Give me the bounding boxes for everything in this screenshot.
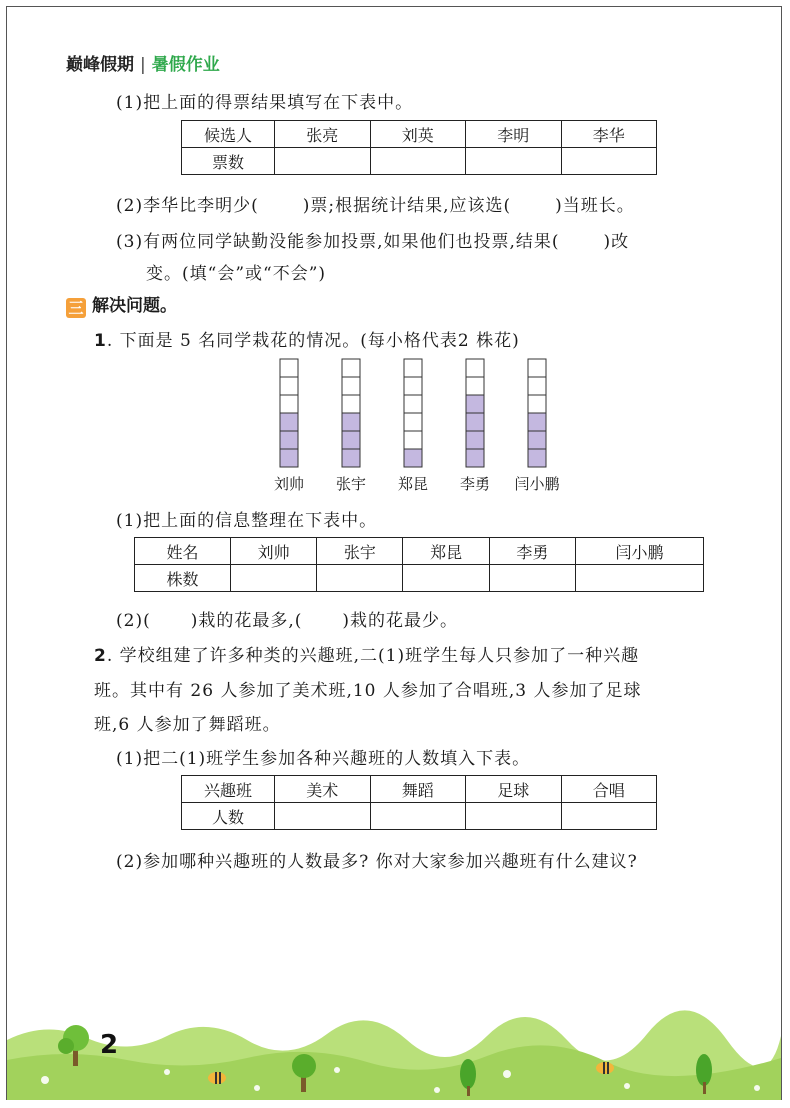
interest-head-class: 兴趣班 [182,776,275,803]
grid-cell-empty [528,377,546,395]
grid-cell-empty [280,377,298,395]
vote-col-3: 李明 [466,121,562,148]
flower-answer-cell[interactable] [317,565,403,592]
flower-col-1: 刘帅 [231,538,317,565]
grid-column-label: 李勇 [459,475,491,493]
q1-text [94,326,520,351]
grid-cell-empty [342,377,360,395]
grid-cell-empty [404,359,422,377]
grid-column-label: 张宇 [335,475,367,493]
tree-icon [284,1050,324,1095]
vote-answer-cell[interactable] [466,148,562,175]
grid-cell-filled [342,449,360,467]
vote-answer-cell[interactable] [561,148,657,175]
bee-icon [592,1058,618,1076]
flower-answer-cell[interactable] [575,565,703,592]
flower-col-2: 张宇 [317,538,403,565]
q2-line-2: 班。其中有 26 人参加了美术班,10 人参加了合唱班,3 人参加了足球 [94,681,642,701]
header-separator: | [140,55,146,75]
grid-cell-empty [342,395,360,413]
vote-col-2: 刘英 [370,121,466,148]
vote-head-candidate: 候选人 [182,121,275,148]
grid-cell-filled [342,431,360,449]
interest-col-2: 舞蹈 [370,776,466,803]
interest-answer-cell[interactable] [370,803,466,830]
q1-p2-c: )栽的花最少。 [342,611,459,631]
interest-col-3: 足球 [466,776,562,803]
grid-cell-empty [404,395,422,413]
q2-line-3: 班,6 人参加了舞蹈班。 [94,715,281,735]
flower-col-4: 李勇 [489,538,575,565]
grid-column-3 [398,359,428,493]
grid-cell-empty [280,395,298,413]
page-header [66,50,220,75]
grid-column-1 [274,359,304,493]
vote-p3 [116,227,629,252]
vote-p2-c: )当班长。 [555,196,635,216]
interest-answer-cell[interactable] [561,803,657,830]
grid-cell-empty [528,359,546,377]
q2-number: 2 [94,646,107,666]
grid-cell-filled [466,395,484,413]
grid-cell-filled [280,449,298,467]
grid-cell-filled [528,413,546,431]
q2-p2: (2)参加哪种兴趣班的人数最多? 你对大家参加兴趣班有什么建议? [116,852,638,872]
grid-cell-empty [342,359,360,377]
flower-grid-chart [270,355,590,495]
grid-column-label: 郑昆 [397,475,429,493]
interest-answer-cell[interactable] [466,803,562,830]
vote-p2-a: (2)李华比李明少( [116,196,259,216]
flower-table [134,537,704,592]
vote-table [181,120,657,175]
grid-cell-filled [466,431,484,449]
section-title: 解决问题。 [92,296,177,316]
grid-column-label: 闫小鹏 [514,475,560,493]
q1-number: 1 [94,331,107,351]
vote-col-4: 李华 [561,121,657,148]
header-subtitle: 暑假作业 [151,55,220,75]
q2-p1: (1)把二(1)班学生参加各种兴趣班的人数填入下表。 [116,749,531,769]
grid-cell-empty [404,431,422,449]
vote-p2 [116,191,635,216]
q1-p2-b: )栽的花最多,( [190,611,303,631]
grid-cell-filled [528,449,546,467]
grid-cell-filled [528,431,546,449]
vote-p1: (1)把上面的得票结果填写在下表中。 [116,93,414,113]
page-number: 2 [100,1030,119,1060]
tree-icon [56,1020,96,1070]
flower-answer-cell[interactable] [489,565,575,592]
grid-column-5 [514,359,559,493]
grid-cell-filled [280,413,298,431]
vote-col-1: 张亮 [275,121,371,148]
vote-p3-b: )改 [603,232,630,252]
grid-cell-empty [404,413,422,431]
grid-cell-empty [528,395,546,413]
vote-p3-a: (3)有两位同学缺勤没能参加投票,如果他们也投票,结果( [116,232,560,252]
vote-p2-b: )票;根据统计结果,应该选( [302,196,512,216]
grid-cell-empty [466,359,484,377]
section-badge: 三 [66,298,86,318]
vote-p3-cont: 变。(填“会”或“不会”) [146,264,327,284]
flower-head-name: 姓名 [135,538,231,565]
interest-col-1: 美术 [275,776,371,803]
header-title: 巅峰假期 [66,55,134,75]
grass-decoration [7,1010,781,1100]
section-heading [66,291,177,318]
q1-p2 [116,606,458,631]
grid-cell-empty [404,377,422,395]
q2-line-1 [94,641,639,666]
flower-col-5: 闫小鹏 [575,538,703,565]
q1-statement: . 下面是 5 名同学栽花的情况。(每小格代表2 株花) [106,331,520,351]
grid-column-4 [460,359,490,493]
interest-answer-cell[interactable] [275,803,371,830]
grid-cell-empty [466,377,484,395]
interest-col-4: 合唱 [561,776,657,803]
vote-head-votes: 票数 [182,148,275,175]
grid-cell-empty [280,359,298,377]
tree-icon [456,1058,480,1098]
grid-column-2 [336,359,366,493]
flower-answer-cell[interactable] [403,565,489,592]
bee-icon [204,1068,230,1086]
flower-head-count: 株数 [135,565,231,592]
q2-statement-1: . 学校组建了许多种类的兴趣班,二(1)班学生每人只参加了一种兴趣 [106,646,640,666]
vote-answer-cell[interactable] [370,148,466,175]
flower-answer-cell[interactable] [231,565,317,592]
flower-col-3: 郑昆 [403,538,489,565]
vote-answer-cell[interactable] [275,148,371,175]
interest-class-table [181,775,657,830]
q1-p1: (1)把上面的信息整理在下表中。 [116,511,378,531]
grid-cell-filled [280,431,298,449]
grid-cell-filled [466,413,484,431]
grid-cell-filled [342,413,360,431]
interest-head-count: 人数 [182,803,275,830]
grid-cell-filled [404,449,422,467]
grid-column-label: 刘帅 [273,475,305,493]
q1-p2-a: (2)( [116,611,151,631]
tree-icon [692,1052,716,1096]
grid-cell-filled [466,449,484,467]
